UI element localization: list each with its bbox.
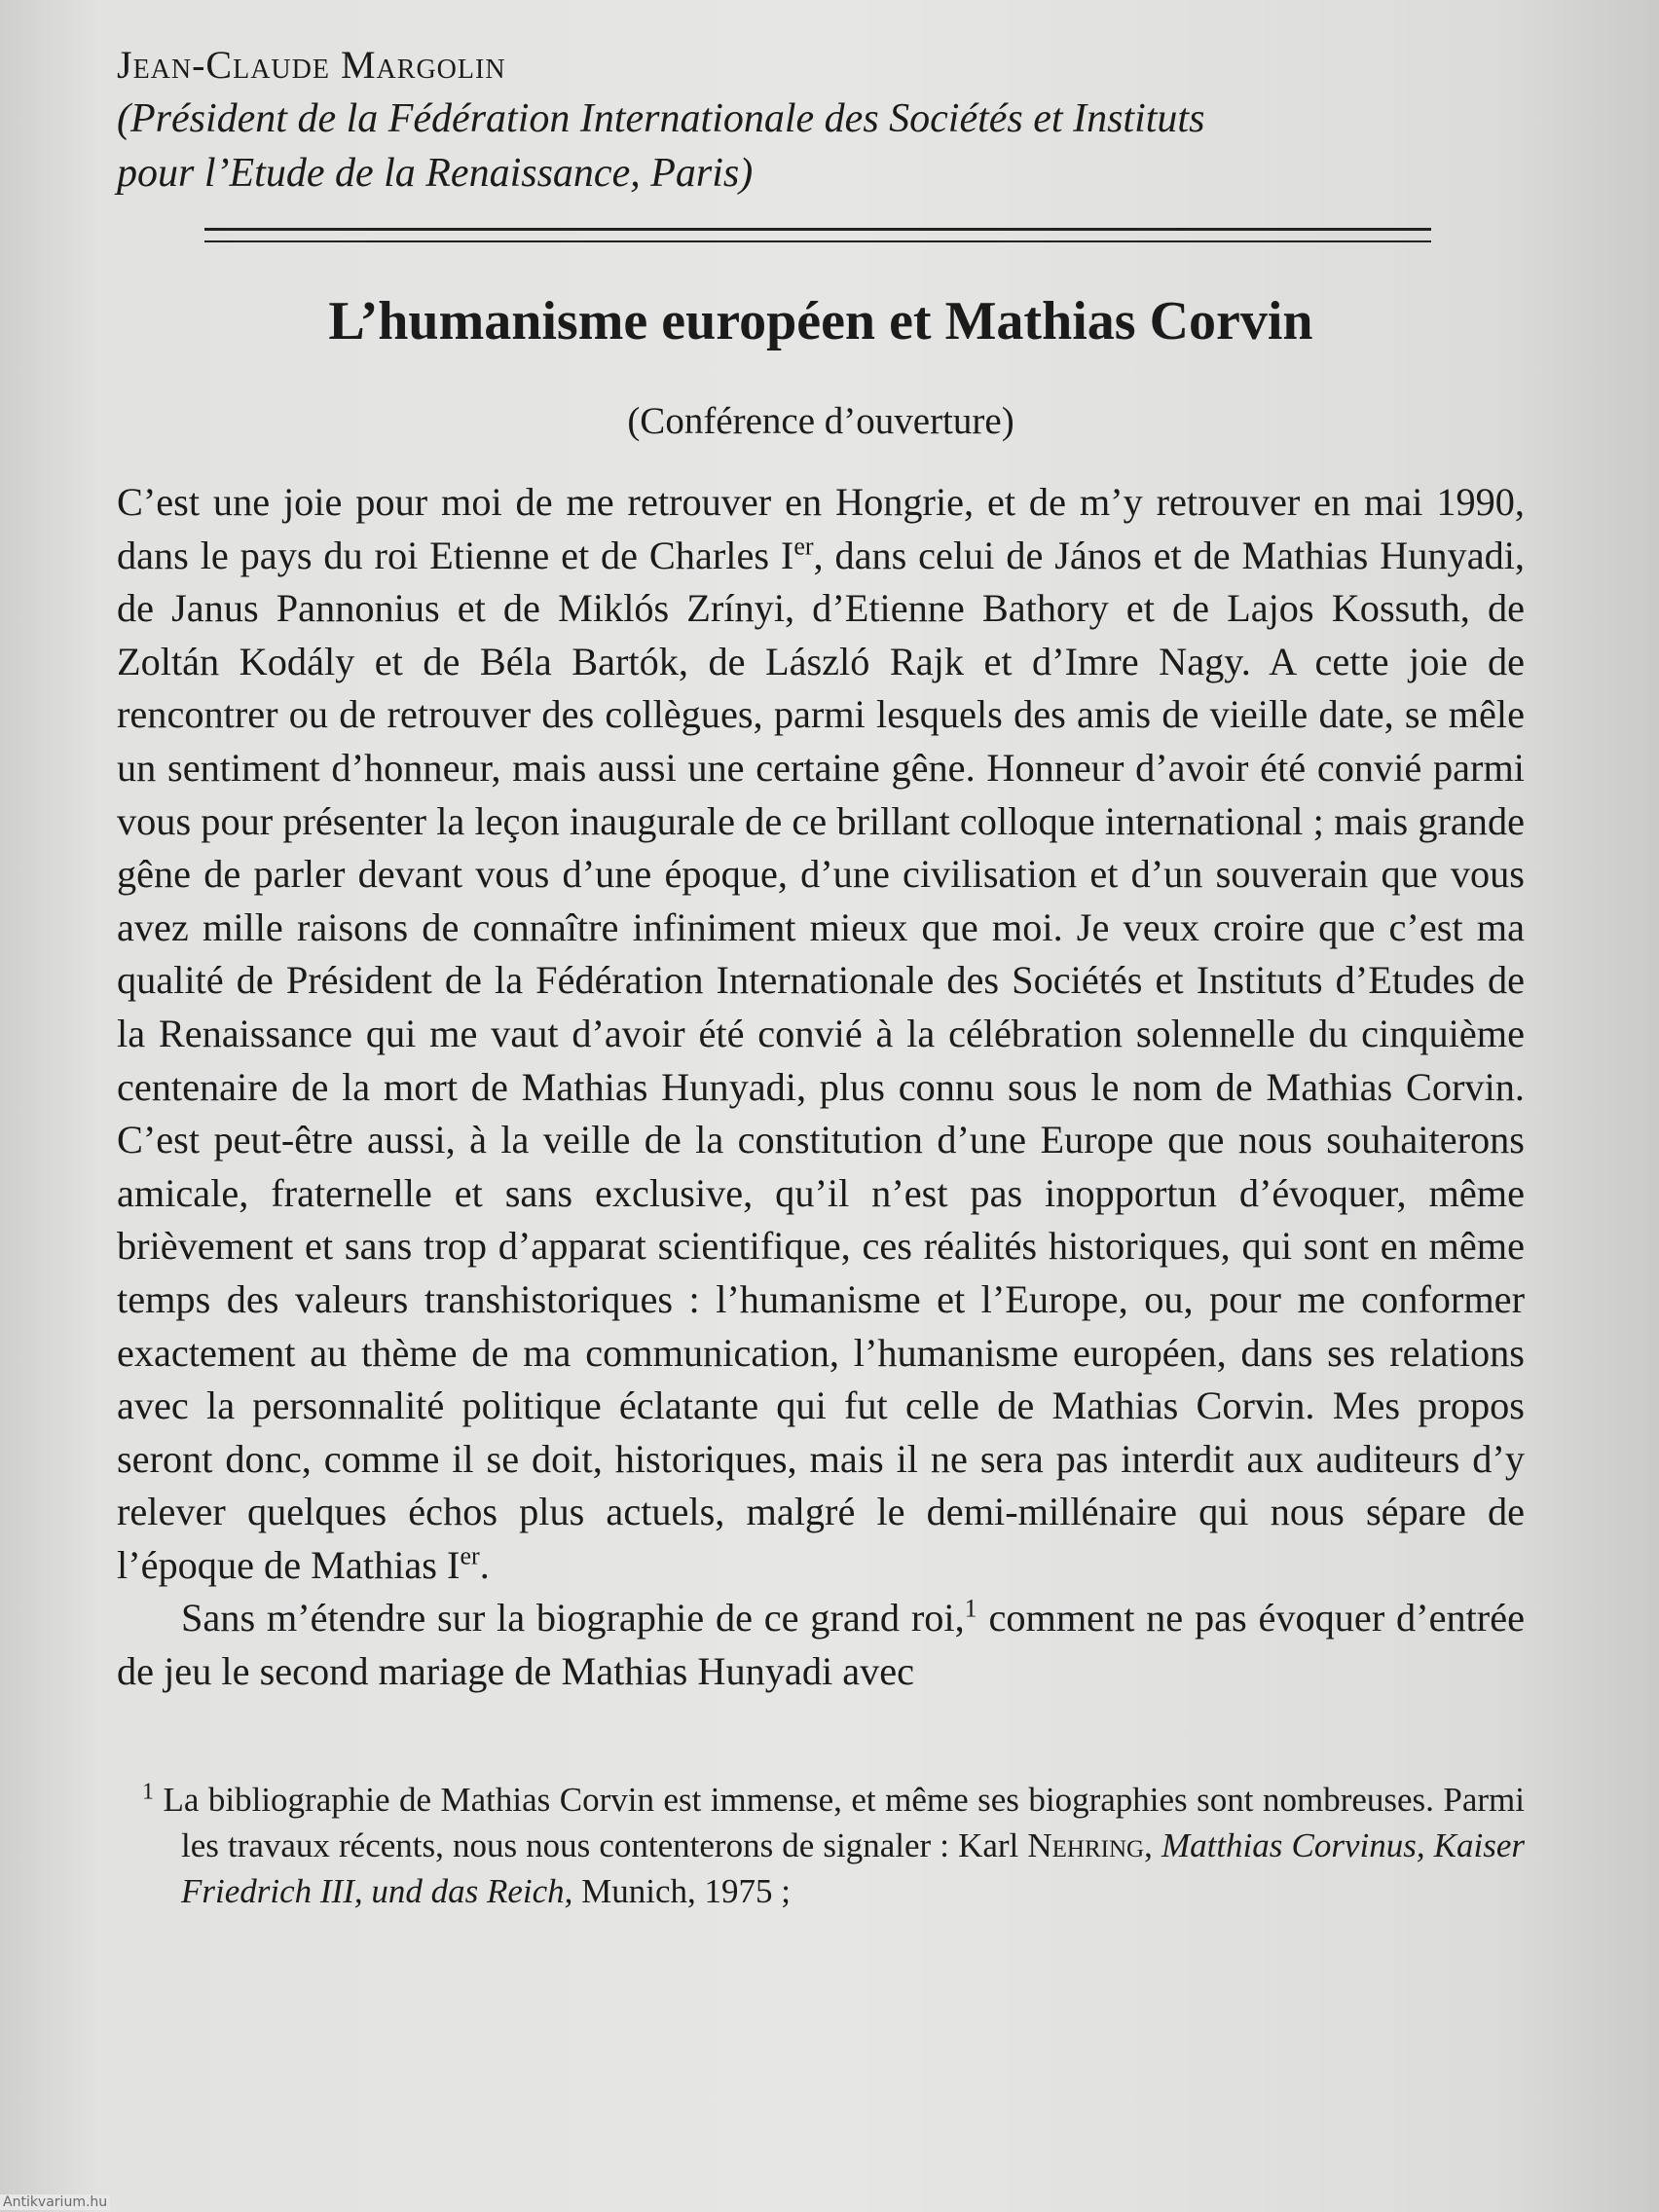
footnote-text-2: , [1144,1825,1161,1864]
paragraph-2 [117,1592,1525,1698]
affiliation-line-1: (Président de la Fédération Internationale des Sociétés et Instituts [117,96,1205,141]
paragraph-2-part-2: comment ne pas évoquer d’entrée de jeu le second mariage de Mathias Hunyadi avec [117,1596,1525,1694]
superscript-er-1: er [793,532,814,561]
footnote-author: Nehring [1027,1825,1145,1864]
paragraph-1-part-3: . [479,1542,490,1587]
footnote-work-title: Matthias Corvinus, Kaiser Friedrich III, und das Reich, [181,1825,1526,1910]
paragraph-1 [117,476,1525,1592]
paragraph-1-part-2: , dans celui de János et de Mathias Hunyadi, de Janus Pannonius et de Miklós Zrínyi, d’Etienne Bathory et de Lajos Kossuth, de Zoltán Kodály et de Béla Bartók, de László Rajk et d’Imre Nagy. A cette joie de rencontrer ou de retrouver des collègues, parmi lesquels des amis de vieille date, se mêle un sentiment d’honneur, mais aussi une certaine gêne. Honneur d’avoir été convié parmi vous pour présenter la leçon inaugurale de ce brillant colloque international ; mais grande gêne de parler devant vous d’une époque, d’une civilisation et d’un souverain que vous avez mille raisons de connaître infiniment mieux que moi. Je veux croire que c’est ma qualité de Président de la Fédération Internationale des Sociétés et Instituts d’Etudes de la Renaissance qui me vaut d’avoir été convié à la célébration solennelle du cinquième centenaire de la mort de Mathias Hunyadi, plus connu sous le nom de Mathias Corvin. C’est peut-être aussi, à la veille de la constitution d’une Europe que nous souhaiterons amicale, fraternelle et sans exclusive, qu’il n’est pas inopportun d’évoquer, même brièvement et sans trop d’apparat scientifique, ces réalités historiques, qui sont en même temps des valeurs transhistoriques : l’humanisme et l’Europe, ou, pour me conformer exactement au thème de ma communication, l’humanisme européen, dans ses relations avec la personnalité politique éclatante qui fut celle de Mathias Corvin. Mes propos seront donc, comme il se doit, historiques, mais il ne sera pas interdit aux auditeurs d’y relever quelques échos plus actuels, malgré le demi-millénaire qui nous sépare de l’époque de Mathias I [117,533,1526,1587]
footnote-text-3: Munich, 1975 ; [572,1871,792,1910]
paragraph-2-part-1: Sans m’étendre sur la biographie de ce grand roi, [181,1596,965,1641]
page [117,39,1525,1914]
article-title: L’humanisme européen et Mathias Corvin [328,291,1313,351]
double-rule-divider [204,228,1431,242]
body-text [117,476,1525,1699]
watermark: Antikvarium.hu [0,2194,110,2210]
article-subtitle: (Conférence d’ouverture) [627,400,1014,442]
author-name: Jean-Claude Margolin [117,43,506,87]
superscript-er-2: er [460,1541,480,1570]
paragraph-1-part-1: C’est une joie pour moi de me retrouver en Hongrie, et de m’y retrouver en mai 1990, dans le pays du roi Etienne et de Charles I [117,480,1525,577]
affiliation-line-2: pour l’Etude de la Renaissance, Paris) [117,151,754,196]
footnote-text-1: La bibliographie de Mathias Corvin est immense, et même ses biographies sont nombreuses. Parmi les travaux récents, nous nous contenterons de signaler : Karl [163,1780,1526,1864]
footnote-1 [117,1777,1525,1914]
footnote-number: 1 [142,1779,154,1804]
footnote-reference[interactable]: 1 [964,1595,977,1624]
article-header [117,39,1525,201]
